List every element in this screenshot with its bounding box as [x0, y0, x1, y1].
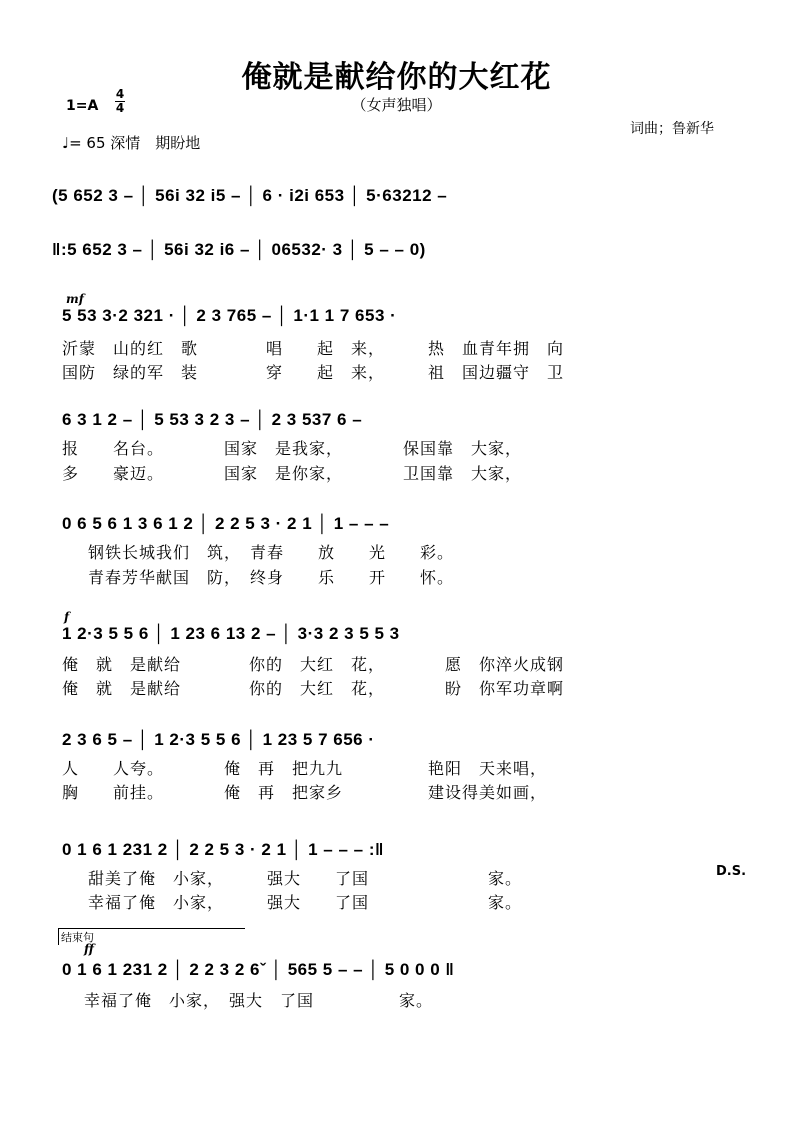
tempo-marking: ♩= 65 深情 期盼地	[62, 134, 201, 152]
dynamic-mark: f	[64, 610, 70, 624]
stave-notes: (5 652 3 – │ 56i 32 i5 – │ 6 · i2i 653 │ 5·63212 –	[52, 186, 448, 205]
dynamic-mark: mf	[66, 292, 84, 306]
song-title: 俺就是献给你的大红花	[241, 60, 552, 95]
stave-notes: 0 1 6 1 231 2 │ 2 2 5 3 · 2 1 │ 1 – – – :‖	[62, 840, 384, 859]
lyric-verse-2: 青春芳华献国 防， 终身 乐 开 怀。	[88, 568, 455, 587]
lyric-verse-1: 钢铁长城我们 筑， 青春 放 光 彩。	[88, 543, 455, 562]
lyric-verse-2: 俺 就 是献给 你的 大红 花， 盼 你军功章啊	[62, 679, 565, 698]
lyric-verse-2: 国防 绿的军 装 穿 起 来， 祖 国边疆守 卫	[62, 363, 565, 382]
dynamic-mark: ff	[84, 942, 94, 956]
lyric-verse-1: 沂蒙 山的红 歌 唱 起 来， 热 血青年拥 向	[62, 339, 565, 358]
key-signature: 1=A	[66, 98, 99, 114]
time-signature	[115, 88, 125, 115]
stave-notes: 5 53 3·2 321 · │ 2 3 765 – │ 1·1 1 7 653 ·	[62, 306, 397, 325]
lyric-verse-2: 幸福了俺 小家， 强大 了国 家。	[88, 893, 523, 912]
stave-notes: ‖:5 652 3 – │ 56i 32 i6 – │ 06532· 3 │ 5 – – 0)	[52, 240, 426, 259]
credit-text: 词曲；鲁新华	[630, 121, 714, 137]
stave-notes: 1 2·3 5 5 6 │ 1 23 6 13 2 – │ 3·3 2 3 5 5 3	[62, 624, 400, 643]
lyric-verse-2: 多 豪迈。 国家 是你家， 卫国靠 大家，	[62, 464, 523, 483]
stave-notes: 6 3 1 2 – │ 5 53 3 2 3 – │ 2 3 537 6 –	[62, 410, 363, 429]
time-signature-top: 4	[115, 87, 125, 101]
ending-label: 结束句	[58, 928, 245, 945]
lyric-verse-1: 甜美了俺 小家， 强大 了国 家。	[88, 869, 523, 888]
time-signature-bottom: 4	[115, 101, 125, 115]
stave-notes: 2 3 6 5 – │ 1 2·3 5 5 6 │ 1 23 5 7 656 ·	[62, 730, 375, 749]
lyric-verse-1: 报 名台。 国家 是我家， 保国靠 大家，	[62, 439, 523, 458]
ds-marking: D.S.	[716, 864, 747, 879]
lyric-verse-1: 幸福了俺 小家， 强大 了国 家。	[84, 991, 434, 1010]
stave-notes: 0 6 5 6 1 3 6 1 2 │ 2 2 5 3 · 2 1 │ 1 – – –	[62, 514, 390, 533]
lyric-verse-1: 人 人夸。 俺 再 把九九 艳阳 天来唱，	[62, 759, 548, 778]
stave-notes: 0 1 6 1 231 2 │ 2 2 3 2 6ˇ │ 565 5 – – │ 5 0 0 0 ‖	[62, 960, 455, 979]
lyric-verse-2: 胸 前挂。 俺 再 把家乡 建设得美如画，	[62, 783, 548, 802]
lyric-verse-1: 俺 就 是献给 你的 大红 花， 愿 你淬火成钢	[62, 655, 565, 674]
song-subtitle: （女声独唱）	[351, 96, 442, 114]
